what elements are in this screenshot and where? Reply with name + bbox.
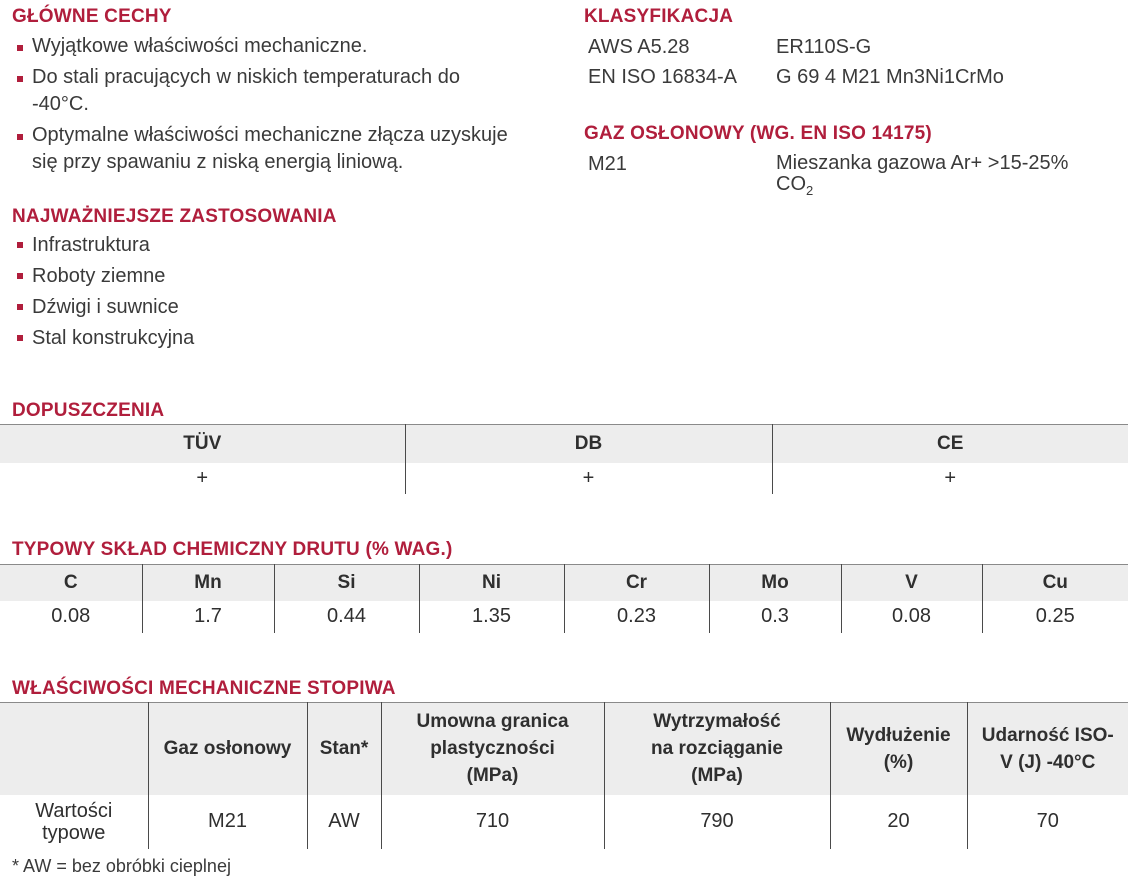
mech-header: Wydłużenie (%) — [830, 703, 967, 795]
shielding-gas-co: CO — [776, 173, 806, 195]
chem-value: 0.3 — [709, 601, 841, 633]
approvals-header-db: DB — [405, 425, 772, 463]
mech-value: 20 — [830, 795, 967, 849]
mech-value: AW — [307, 795, 381, 849]
mech-row-label: Wartości typowe — [35, 799, 113, 844]
list-item: Dźwigi i suwnice — [14, 292, 414, 323]
approvals-heading: DOPUSZCZENIA — [12, 400, 165, 421]
chem-header: Ni — [419, 565, 564, 601]
mech-header: Umowna granica plastyczności (MPa) — [381, 703, 604, 795]
chem-header: Cu — [982, 565, 1128, 601]
chem-value: 0.08 — [841, 601, 982, 633]
classification-standard: EN ISO 16834-A — [588, 66, 737, 88]
mech-value: M21 — [148, 795, 307, 849]
features-list — [14, 33, 534, 180]
mech-header: Udarność ISO-V (J) -40°C — [967, 703, 1128, 795]
list-item: Infrastruktura — [14, 230, 414, 261]
approvals-value: + — [405, 463, 772, 494]
table-row — [0, 463, 1128, 494]
chem-value: 0.25 — [982, 601, 1128, 633]
approvals-table — [0, 424, 1128, 494]
classification-heading: KLASYFIKACJA — [584, 6, 734, 27]
chem-header: V — [841, 565, 982, 601]
shielding-gas-subscript: 2 — [806, 183, 814, 198]
mech-header: Stan* — [307, 703, 381, 795]
shielding-gas-heading: GAZ OSŁONOWY (WG. EN ISO 14175) — [584, 123, 932, 144]
approvals-value: + — [196, 466, 209, 489]
shielding-gas-desc-line: Mieszanka gazowa Ar+ >15-25% — [776, 152, 1069, 174]
chem-value: 0.08 — [51, 605, 91, 627]
table-row — [0, 795, 1128, 849]
chem-header: Mo — [709, 565, 841, 601]
features-heading: GŁÓWNE CECHY — [12, 6, 172, 27]
shielding-gas-code: M21 — [588, 153, 627, 175]
approvals-header-ce: CE — [772, 425, 1128, 463]
shielding-gas-description — [776, 153, 1068, 201]
mechanical-table — [0, 702, 1128, 849]
list-item: Do stali pracujących w niskich temperaturach do -40°C. — [14, 64, 502, 118]
list-item: Stal konstrukcyjna — [14, 323, 414, 354]
mech-header: Wytrzymałość na rozciąganie (MPa) — [604, 703, 830, 795]
applications-list — [14, 230, 414, 354]
table-row — [0, 601, 1128, 633]
approvals-header-tuv: TÜV — [0, 425, 405, 463]
chem-value: 0.23 — [564, 601, 709, 633]
chem-value: 0.44 — [274, 601, 419, 633]
approvals-value: + — [772, 463, 1128, 494]
mech-value: 710 — [381, 795, 604, 849]
list-item: Roboty ziemne — [14, 261, 414, 292]
chem-value: 1.35 — [419, 601, 564, 633]
chemistry-heading: TYPOWY SKŁAD CHEMICZNY DRUTU (% WAG.) — [12, 539, 453, 560]
mech-value: 790 — [604, 795, 830, 849]
classification-value: G 69 4 M21 Mn3Ni1CrMo — [776, 66, 1004, 88]
list-item: Wyjątkowe właściwości mechaniczne. — [14, 33, 534, 60]
footnote: * AW = bez obróbki cieplnej — [12, 856, 231, 876]
table-header-row — [0, 703, 1128, 795]
chem-header: Si — [274, 565, 419, 601]
chem-header: Cr — [564, 565, 709, 601]
chemistry-table — [0, 564, 1128, 633]
mechanical-heading: WŁAŚCIWOŚCI MECHANICZNE STOPIWA — [12, 678, 396, 699]
table-header-row — [0, 565, 1128, 601]
chem-header: C — [0, 565, 142, 601]
table-header-row — [0, 425, 1128, 463]
mech-value: 70 — [967, 795, 1128, 849]
classification-value: ER110S-G — [776, 36, 872, 58]
mech-header: Gaz osłonowy — [148, 703, 307, 795]
classification-standard: AWS A5.28 — [588, 36, 690, 58]
chem-header: Mn — [142, 565, 274, 601]
mech-header — [0, 703, 148, 795]
chem-value: 1.7 — [142, 601, 274, 633]
applications-heading: NAJWAŻNIEJSZE ZASTOSOWANIA — [12, 206, 337, 227]
list-item: Optymalne właściwości mechaniczne złącza uzyskuje się przy spawaniu z niską energią liniową. — [14, 122, 534, 176]
